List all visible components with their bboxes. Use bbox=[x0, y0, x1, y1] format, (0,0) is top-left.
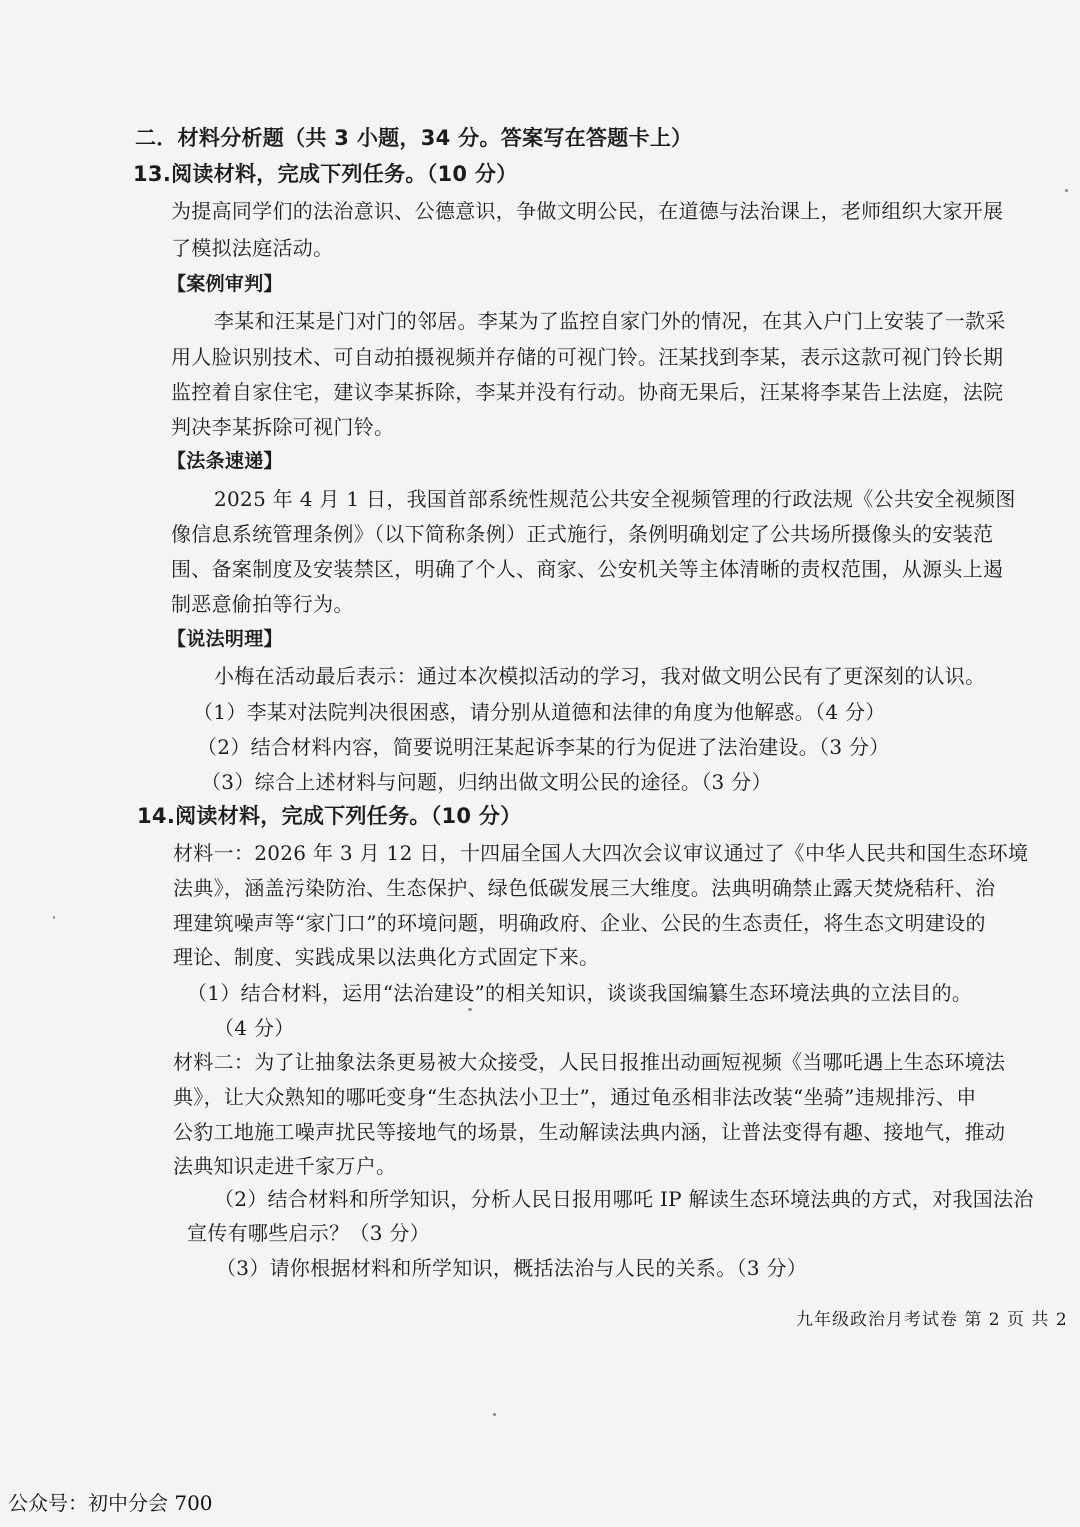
material2-line: 法典知识走进千家万户。 bbox=[173, 1154, 397, 1178]
material1-line: 理论、制度、实践成果以法典化方式固定下来。 bbox=[173, 945, 600, 969]
law-line: 像信息系统管理条例》（以下简称条例）正式施行，条例明确划定了公共场所摄像头的安装范 bbox=[171, 522, 994, 546]
q14-subquestion-2: （2）结合材料和所学知识，分析人民日报用哪吒 IP 解读生态环境法典的方式，对我国法治 bbox=[214, 1187, 1034, 1211]
material1-line: 材料一：2026 年 3 月 12 日，十四届全国人大四次会议审议通过了《中华人民共和国生态环境 bbox=[173, 841, 1029, 865]
section-heading: 二．材料分析题（共 3 小题，34 分。答案写在答题卡上） bbox=[135, 126, 693, 150]
q14-subquestion-1: （1）结合材料，运用“法治建设”的相关知识，谈谈我国编纂生态环境法典的立法目的。 bbox=[187, 981, 973, 1005]
law-line: 制恶意偷拍等行为。 bbox=[171, 592, 354, 616]
q13-subquestion-1: （1）李某对法院判决很困惑，请分别从道德和法律的角度为他解惑。（4 分） bbox=[193, 700, 886, 724]
q14-subquestion-1-points: （4 分） bbox=[214, 1016, 295, 1040]
scan-speck bbox=[1065, 189, 1068, 192]
q13-title: 13.阅读材料，完成下列任务。（10 分） bbox=[133, 162, 518, 186]
scan-speck bbox=[468, 1008, 472, 1011]
watermark-text: 公众号：初中分会 700 bbox=[8, 1491, 213, 1515]
scan-speck bbox=[53, 916, 55, 919]
scan-speck bbox=[493, 1413, 496, 1416]
case-line: 李某和汪某是门对门的邻居。李某为了监控自家门外的情况，在其入户门上安装了一款采 bbox=[214, 309, 1006, 333]
explain-line: 小梅在活动最后表示：通过本次模拟活动的学习，我对做文明公民有了更深刻的认识。 bbox=[214, 664, 986, 688]
material2-line: 材料二：为了让抽象法条更易被大众接受，人民日报推出动画短视频《当哪吒遇上生态环境法 bbox=[173, 1050, 1006, 1074]
law-line: 2025 年 4 月 1 日，我国首部系统性规范公共安全视频管理的行政法规《公共安全视频图 bbox=[214, 487, 1016, 511]
material2-line: 公豹工地施工噪声扰民等接地气的场景，生动解读法典内涵，让普法变得有趣、接地气，推动 bbox=[173, 1120, 1006, 1144]
law-line: 围、备案制度及安装禁区，明确了个人、商家、公安机关等主体清晰的责权范围，从源头上遏 bbox=[171, 557, 1004, 581]
case-line: 用人脸识别技术、可自动拍摄视频并存储的可视门铃。汪某找到李某，表示这款可视门铃长期 bbox=[171, 345, 1004, 369]
material2-line: 典》，让大众熟知的哪吒变身“生态执法小卫士”，通过龟丞相非法改装“坐骑”违规排污、申 bbox=[173, 1085, 977, 1109]
page-footer: 九年级政治月考试卷 第 2 页 共 2 bbox=[796, 1310, 1068, 1330]
q13-subquestion-2: （2）结合材料内容，简要说明汪某起诉李某的行为促进了法治建设。（3 分） bbox=[197, 735, 890, 759]
case-label: 【案例审判】 bbox=[167, 273, 283, 295]
explain-label: 【说法明理】 bbox=[167, 628, 283, 650]
material1-line: 理建筑噪声等“家门口”的环境问题，明确政府、企业、公民的生态责任，将生态文明建设的 bbox=[173, 911, 986, 935]
case-line: 判决李某拆除可视门铃。 bbox=[171, 415, 395, 439]
q13-subquestion-3: （3）综合上述材料与问题，归纳出做文明公民的途径。（3 分） bbox=[201, 770, 772, 794]
q14-title: 14.阅读材料，完成下列任务。（10 分） bbox=[137, 804, 522, 828]
q14-subquestion-3: （3）请你根据材料和所学知识，概括法治与人民的关系。（3 分） bbox=[216, 1256, 808, 1280]
q14-subquestion-2-cont: 宣传有哪些启示？（3 分） bbox=[187, 1221, 430, 1245]
material1-line: 法典》，涵盖污染防治、生态保护、绿色低碳发展三大维度。法典明确禁止露天焚烧秸秆、治 bbox=[173, 876, 996, 900]
q13-intro-line: 为提高同学们的法治意识、公德意识，争做文明公民，在道德与法治课上，老师组织大家开展 bbox=[171, 199, 1004, 223]
q13-intro-line: 了模拟法庭活动。 bbox=[171, 236, 334, 260]
case-line: 监控着自家住宅，建议李某拆除，李某并没有行动。协商无果后，汪某将李某告上法庭，法院 bbox=[171, 380, 1004, 404]
law-label: 【法条速递】 bbox=[167, 450, 283, 472]
